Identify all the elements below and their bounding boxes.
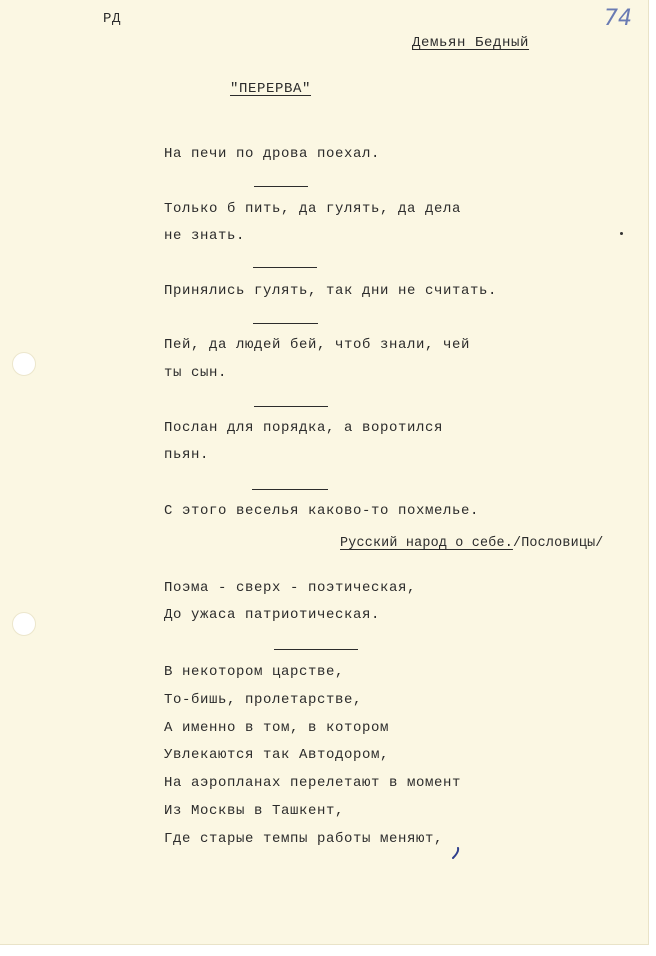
folio-number: 74: [604, 6, 632, 31]
poem-line: А именно в том, в котором: [164, 720, 390, 736]
stray-dot: [620, 232, 623, 235]
ink-comma-mark: [451, 847, 461, 859]
separator-rule: [254, 406, 328, 407]
poem-line: До ужаса патриотическая.: [164, 607, 381, 623]
source-attribution: [340, 536, 604, 552]
poem-line: Поэма - сверх - поэтическая,: [164, 580, 417, 596]
proverb-line: не знать.: [164, 228, 246, 244]
poem-line: Где старые темпы работы меняют,: [164, 831, 444, 847]
separator-rule: [253, 267, 317, 268]
source-genre: /Пословицы/: [512, 536, 604, 551]
poem-line: Увлекаются так Автодором,: [164, 747, 390, 763]
proverb-line: Только б пить, да гулять, да дела: [164, 201, 462, 217]
author-name: Демьян Бедный: [412, 35, 530, 51]
poem-title: "ПЕРЕРВА": [230, 81, 312, 97]
poem-line: То-бишь, пролетарстве,: [164, 692, 363, 708]
proverb-line: С этого веселья каково-то похмелье.: [164, 503, 480, 519]
punch-hole-upper: [12, 352, 36, 376]
corner-mark: РД: [103, 11, 122, 27]
source-title: Русский народ о себе.: [340, 536, 513, 551]
proverb-line: Послан для порядка, а воротился: [164, 420, 444, 436]
poem-line: В некотором царстве,: [164, 664, 345, 680]
poem-line: Из Москвы в Ташкент,: [164, 803, 345, 819]
separator-rule: [252, 489, 328, 490]
proverb-line: пьян.: [164, 447, 210, 463]
proverb-line: ты сын.: [164, 365, 228, 381]
proverb-line: Принялись гулять, так дни не считать.: [164, 283, 498, 299]
separator-rule: [274, 649, 358, 650]
poem-line: На аэропланах перелетают в момент: [164, 775, 462, 791]
proverb-line: На печи по дрова поехал.: [164, 146, 381, 162]
proverb-line: Пей, да людей бей, чтоб знали, чей: [164, 337, 471, 353]
separator-rule: [254, 186, 308, 187]
punch-hole-lower: [12, 612, 36, 636]
separator-rule: [253, 323, 318, 324]
